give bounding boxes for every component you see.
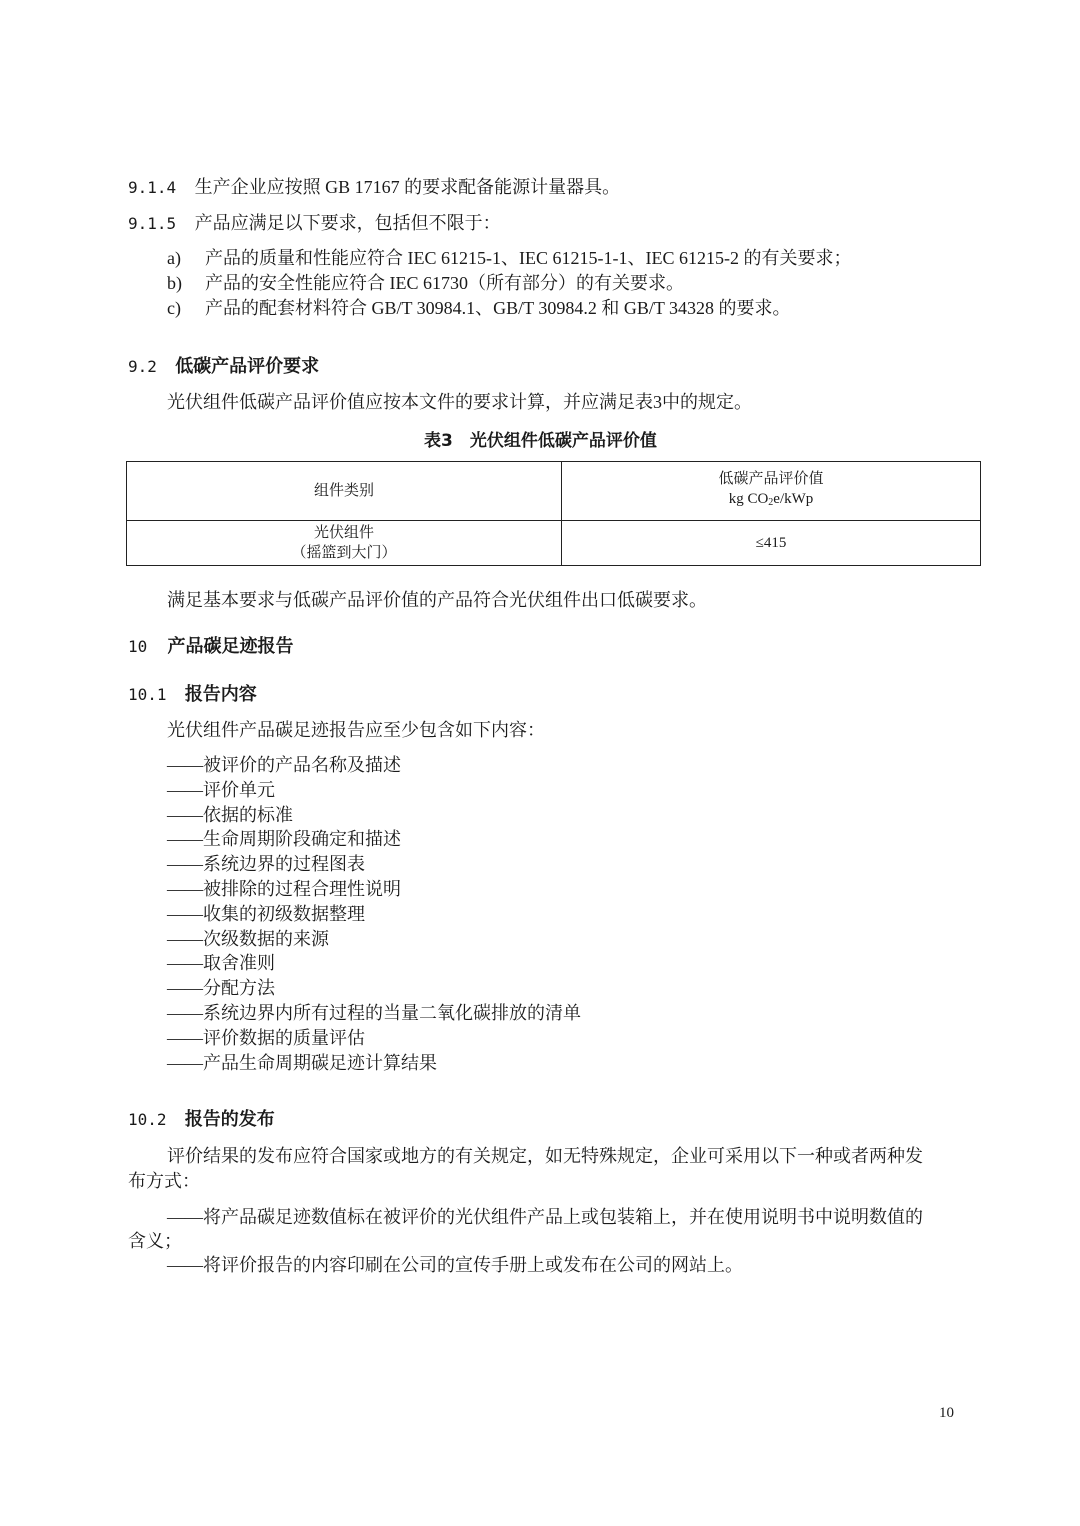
list-item-text: 产品的安全性能应符合 IEC 61730（所有部分）的有关要求。 — [205, 273, 684, 293]
section-number: 10.2 — [128, 1110, 167, 1129]
list-item: ——被评价的产品名称及描述 — [167, 755, 401, 775]
list-item: ——次级数据的来源 — [167, 928, 329, 949]
list-item-continuation: 含义； — [128, 1231, 182, 1251]
paragraph: 光伏组件低碳产品评价值应按本文件的要求计算，并应满足表3中的规定。 — [167, 392, 752, 412]
page-number: 10 — [939, 1405, 954, 1421]
list-item: ——生命周期阶段确定和描述 — [167, 829, 401, 850]
list-marker: a) — [167, 248, 181, 268]
cell-value — [562, 521, 981, 566]
list-item — [167, 271, 684, 295]
value-text: ≤415 — [755, 535, 787, 551]
header-value-unit — [562, 489, 980, 513]
list-item: ——被排除的过程合理性说明 — [167, 878, 401, 899]
clause-9-1-4 — [128, 175, 620, 200]
section-title: 报告内容 — [184, 684, 257, 705]
section-heading-10 — [128, 635, 294, 659]
paragraph: 光伏组件产品碳足迹报告应至少包含如下内容： — [167, 720, 545, 740]
list-item: ——将产品碳足迹数值标在被评价的光伏组件产品上或包装箱上，并在使用说明书中说明数值的 — [167, 1207, 923, 1227]
list-item: ——评价单元 — [167, 779, 275, 800]
section-number: 10 — [128, 637, 148, 656]
header-value-title: 低碳产品评价值 — [718, 471, 824, 487]
paragraph-line: 布方式： — [128, 1171, 200, 1191]
table-header-row — [127, 462, 981, 521]
list-item: ——系统边界的过程图表 — [167, 854, 365, 875]
unit-subscript: 2 — [768, 497, 774, 508]
list-item-text: 产品的质量和性能应符合 IEC 61215-1、IEC 61215-1-1、IEC 61215-2 的有关要求； — [205, 248, 852, 268]
section-title: 报告的发布 — [184, 1109, 275, 1130]
list-item: ——产品生命周期碳足迹计算结果 — [167, 1052, 437, 1073]
section-heading-9-2 — [128, 355, 319, 379]
list-marker: c) — [167, 298, 181, 318]
report-content-list — [167, 753, 581, 1075]
list-item: ——将评价报告的内容印刷在公司的宣传手册上或发布在公司的网站上。 — [167, 1255, 743, 1275]
paragraph: 满足基本要求与低碳产品评价值的产品符合光伏组件出口低碳要求。 — [167, 590, 707, 610]
list-item: ——收集的初级数据整理 — [167, 903, 365, 924]
list-item: ——依据的标准 — [167, 804, 293, 825]
table-3 — [126, 461, 981, 566]
category-scope: （摇篮到大门） — [291, 545, 397, 561]
section-heading-10-1 — [128, 683, 257, 707]
unit-suffix: e/kWp — [773, 491, 814, 507]
section-number: 10.1 — [128, 685, 167, 704]
list-item: ——系统边界内所有过程的当量二氧化碳排放的清单 — [167, 1002, 581, 1023]
list-item: ——取舍准则 — [167, 953, 275, 974]
clause-number: 9.1.5 — [128, 214, 177, 233]
list-item: ——分配方法 — [167, 978, 275, 999]
header-category-text: 组件类别 — [313, 483, 374, 499]
list-item: ——评价数据的质量评估 — [167, 1027, 365, 1048]
list-marker: b) — [167, 273, 182, 293]
list-item-text: 产品的配套材料符合 GB/T 30984.1、GB/T 30984.2 和 GB/T 34328 的要求。 — [205, 298, 791, 318]
section-heading-10-2 — [128, 1108, 275, 1132]
section-title: 产品碳足迹报告 — [167, 636, 294, 657]
clause-9-1-5 — [128, 211, 501, 236]
clause-text: 生产企业应按照 GB 17167 的要求配备能源计量器具。 — [194, 177, 621, 197]
section-number: 9.2 — [128, 357, 157, 376]
clause-number: 9.1.4 — [128, 178, 177, 197]
clause-text: 产品应满足以下要求，包括但不限于： — [194, 213, 501, 233]
section-title: 低碳产品评价要求 — [175, 356, 320, 377]
table-caption: 表3 光伏组件低碳产品评价值 — [424, 431, 657, 451]
category-name: 光伏组件 — [313, 525, 374, 541]
list-item — [167, 246, 851, 270]
unit-prefix: kg CO — [728, 491, 769, 507]
header-cell-category — [127, 462, 562, 521]
paragraph-line: 评价结果的发布应符合国家或地方的有关规定，如无特殊规定，企业可采用以下一种或者两种发 — [167, 1146, 923, 1166]
table-row — [127, 521, 981, 566]
cell-category — [127, 521, 562, 566]
list-item — [167, 296, 791, 320]
header-cell-value — [562, 462, 981, 521]
